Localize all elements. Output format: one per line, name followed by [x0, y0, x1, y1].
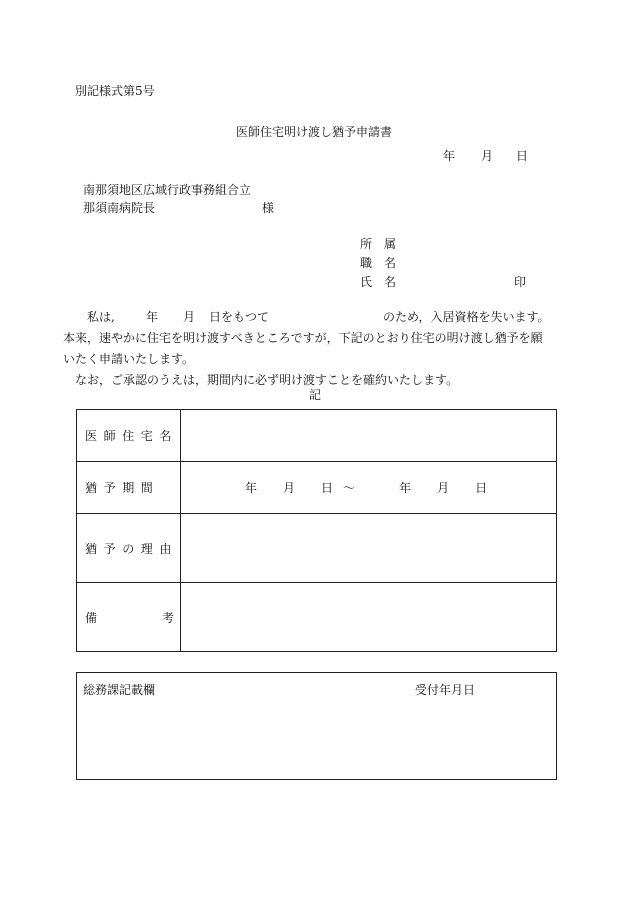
table-row-residence	[77, 410, 557, 462]
grace-period-label: 猶予期間	[77, 462, 181, 514]
period-tilde: ～	[343, 481, 356, 495]
ki-heading: 記	[309, 388, 322, 402]
remarks-label-b: 考	[161, 610, 174, 625]
grace-period-field[interactable]	[181, 462, 557, 514]
period-month-1: 月	[283, 481, 296, 495]
body-line-2: 本来，速やかに住宅を明け渡すべきところですが，下記のとおり住宅の明け渡し猶予を願いたく申請いたします。	[63, 331, 543, 366]
table-row-period	[77, 462, 557, 514]
body-p1-end: のため，入居資格を失います。	[383, 310, 550, 324]
body-paragraphs	[63, 307, 553, 391]
period-day-2: 日	[475, 481, 488, 495]
remarks-label	[77, 583, 181, 652]
applicant-name-label: 氏 名	[360, 275, 397, 289]
grace-period-values	[181, 479, 556, 496]
addressee-honorific: 様	[262, 201, 275, 215]
body-p1-day: 日をもつて	[209, 310, 270, 324]
period-year-2: 年	[399, 481, 412, 495]
date-month: 月	[481, 149, 494, 163]
seal-mark: 印	[514, 275, 527, 289]
body-line-1	[63, 307, 553, 328]
table-row-remarks	[77, 583, 557, 652]
affiliation-label: 所 属	[360, 237, 397, 251]
position-label: 職 名	[360, 256, 397, 270]
body-p1-month: 月	[183, 310, 196, 324]
addressee-org: 南那須地区広域行政事務組合立	[83, 183, 252, 197]
body-p1-year: 年	[146, 310, 159, 324]
form-number: 別記様式第5号	[75, 84, 155, 98]
period-month-2: 月	[437, 481, 450, 495]
grace-reason-field[interactable]	[181, 514, 557, 583]
general-affairs-label: 総務課記載欄	[83, 683, 156, 697]
date-year: 年	[443, 149, 456, 163]
remarks-field[interactable]	[181, 583, 557, 652]
body-p1-start: 私は,	[87, 310, 115, 324]
period-day-1: 日	[321, 481, 334, 495]
period-year-1: 年	[245, 481, 258, 495]
date-day: 日	[516, 149, 529, 163]
application-table	[76, 409, 557, 652]
table-row-reason	[77, 514, 557, 583]
residence-name-field[interactable]	[181, 410, 557, 462]
general-affairs-box[interactable]	[76, 672, 557, 780]
grace-reason-label: 猶予の理由	[77, 514, 181, 583]
document-title: 医師住宅明け渡し猶予申請書	[236, 125, 393, 139]
body-line-3: なお，ご承認のうえは，期間内に必ず明け渡すことを確約いたします。	[75, 373, 459, 387]
receipt-date-label: 受付年月日	[415, 683, 476, 697]
addressee-name: 那須南病院長	[83, 201, 156, 215]
remarks-label-a: 備	[85, 610, 98, 625]
residence-name-label: 医師住宅名	[77, 410, 181, 462]
